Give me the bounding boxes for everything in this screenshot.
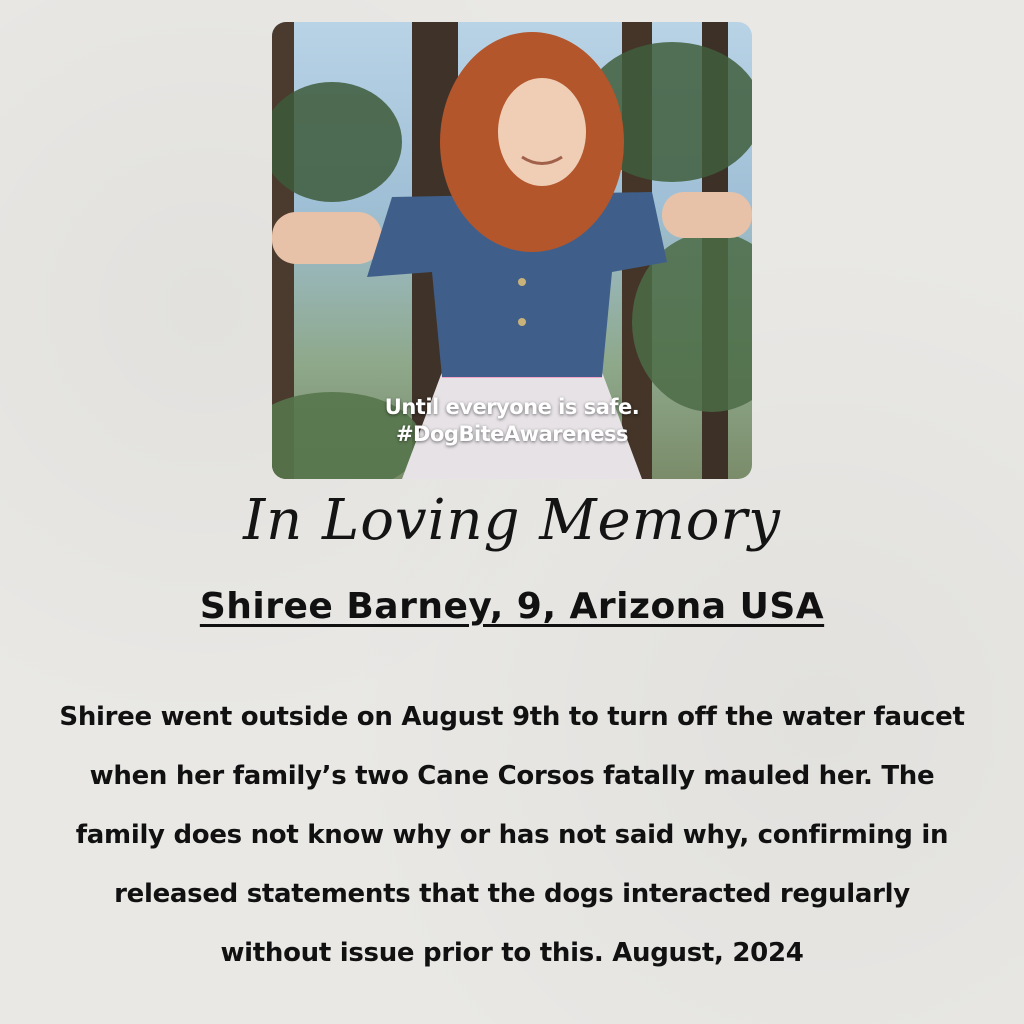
story-line: family does not know why or has not said why, confirming in xyxy=(75,820,949,850)
story-paragraph xyxy=(30,688,994,983)
memorial-title: In Loving Memory xyxy=(243,488,781,553)
photo-caption xyxy=(272,394,752,448)
memorial-photo xyxy=(272,22,752,479)
story-line: without issue prior to this. August, 2024 xyxy=(220,938,804,968)
story-line: when her family’s two Cane Corsos fatally mauled her. The xyxy=(89,761,935,791)
caption-line-1: Until everyone is safe. xyxy=(384,395,640,419)
story-line: Shiree went outside on August 9th to turn off the water faucet xyxy=(59,702,965,732)
caption-hashtag: #DogBiteAwareness xyxy=(395,422,629,446)
story-line: released statements that the dogs interacted regularly xyxy=(114,879,910,909)
person-name-heading: Shiree Barney, 9, Arizona USA xyxy=(199,586,825,627)
